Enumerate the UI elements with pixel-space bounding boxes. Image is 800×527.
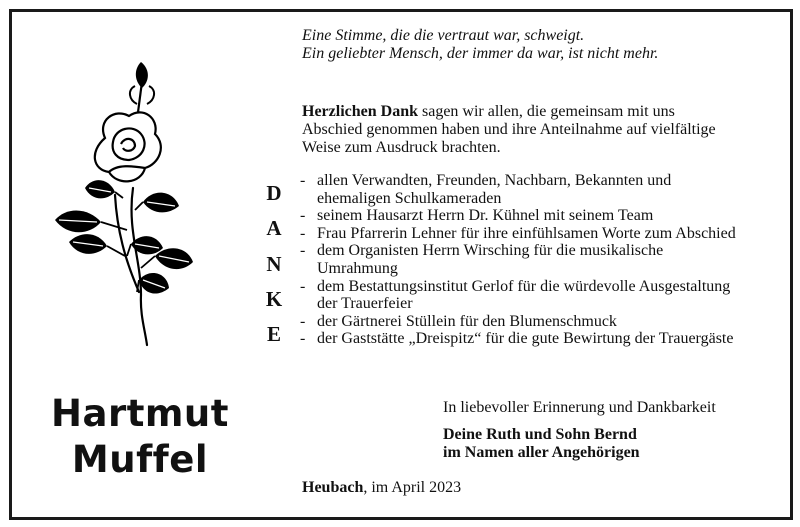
- list-item: - allen Verwandten, Freunden, Nachbarn, Bekannten und ehemaligen Schulkameraden: [300, 172, 740, 207]
- signers-line-2: im Namen aller Angehörigen: [443, 444, 640, 461]
- danke-letter: E: [266, 322, 281, 346]
- list-item: - der Gärtnerei Stüllein für den Blumenschmuck: [300, 313, 740, 331]
- thanks-lead: Herzlichen Dank: [302, 103, 418, 120]
- thanks-paragraph: [302, 103, 722, 157]
- thanks-text: sagen wir allen, die gemeinsam mit uns Abschied genommen haben und ihre Anteilnahme auf vielfältige Weise zum Ausdruck brachten.: [302, 103, 716, 156]
- list-item: - dem Bestattungsinstitut Gerlof für die würdevolle Ausgestaltung der Trauerfeier: [300, 278, 740, 313]
- thanks-list: [300, 172, 740, 348]
- deceased-last-name: Muffel: [71, 438, 209, 481]
- danke-letter: N: [266, 252, 282, 276]
- place-date-text: , im April 2023: [363, 479, 462, 496]
- place-date: [302, 479, 461, 497]
- danke-letter: K: [265, 287, 283, 311]
- list-item: - Frau Pfarrerin Lehner für ihre einfühlsamen Worte zum Abschied: [300, 225, 740, 243]
- place-town: Heubach: [302, 479, 364, 496]
- list-item: - seinem Hausarzt Herrn Dr. Kühnel mit seinem Team: [300, 207, 740, 225]
- deceased-first-name: Hartmut: [51, 392, 229, 435]
- signers-block: [443, 426, 640, 462]
- closing-line: In liebevoller Erinnerung und Dankbarkeit: [443, 399, 716, 416]
- quote-block: [302, 27, 658, 63]
- list-item: - dem Organisten Herrn Wirsching für die musikalische Umrahmung: [300, 242, 740, 277]
- signers-line-1: Deine Ruth und Sohn Bernd: [443, 426, 637, 443]
- danke-letter: A: [266, 216, 282, 240]
- quote-line-1: Eine Stimme, die die vertraut war, schweigt.: [302, 27, 585, 44]
- danke-letter: D: [266, 181, 282, 205]
- rose-illustration: [45, 60, 195, 350]
- list-item: - der Gaststätte „Dreispitz“ für die gute Bewirtung der Trauergäste: [300, 330, 740, 348]
- quote-line-2: Ein geliebter Mensch, der immer da war, ist nicht mehr.: [302, 45, 659, 62]
